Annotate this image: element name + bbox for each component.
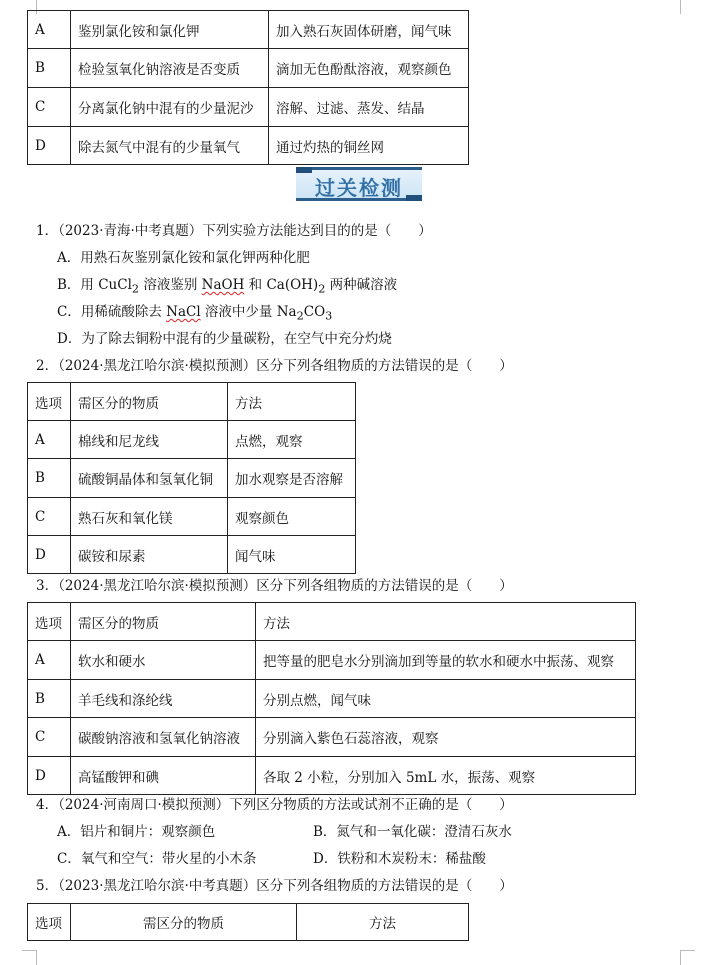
table-cell: 碳铵和尿素 — [71, 536, 228, 574]
option-text: B．用 CuCl — [57, 277, 132, 293]
section-banner — [296, 167, 422, 201]
table-cell: 检验氢氧化钠溶液是否变质 — [71, 49, 269, 88]
table-cell: 分离氯化钠中混有的少量泥沙 — [71, 88, 269, 127]
question-5-table — [27, 903, 469, 941]
question-4-option-b: B．氮气和一氧化碳：澄清石灰水 — [313, 824, 512, 840]
table-cell: 点燃，观察 — [228, 421, 356, 459]
subscript: 2 — [296, 309, 304, 323]
table-header-cell: 方法 — [256, 603, 636, 641]
page-corner-mark — [680, 0, 695, 14]
table-cell: 碳酸钠溶液和氢氧化钠溶液 — [71, 718, 256, 757]
table-cell: C — [28, 718, 71, 757]
table-header-cell: 选项 — [28, 904, 71, 941]
question-1-stem: 1．（2023·青海·中考真题）下列实验方法能达到目的的是（ ） — [36, 223, 432, 239]
table-cell: 软水和硬水 — [71, 641, 256, 680]
table-header-row — [28, 904, 469, 941]
option-text: 溶液鉴别 — [139, 277, 202, 293]
table-header-cell: 选项 — [28, 603, 71, 641]
table-cell: 观察颜色 — [228, 498, 356, 536]
subscript: 2 — [318, 282, 326, 296]
table-cell: B — [28, 680, 71, 718]
table-header-cell: 选项 — [28, 383, 71, 421]
question-2-table — [27, 382, 356, 574]
table-cell: A — [28, 11, 71, 49]
table-row — [28, 127, 469, 165]
question-4-option-a: A．铝片和铜片：观察颜色 — [57, 824, 216, 840]
spellcheck-underlined-word: NaCl — [166, 304, 201, 320]
table-row — [28, 421, 356, 459]
table-header-cell: 方法 — [297, 904, 469, 941]
option-text: 两种碱溶液 — [325, 277, 398, 293]
option-text: C．用稀硫酸除去 — [57, 304, 167, 320]
question-1-option-a: A．用熟石灰鉴别氯化铵和氯化钾两种化肥 — [57, 250, 310, 266]
table-cell: 闻气味 — [228, 536, 356, 574]
table-cell: 棉线和尼龙线 — [71, 421, 228, 459]
table-cell: A — [28, 641, 71, 680]
table-cell: 鉴别氯化铵和氯化钾 — [71, 11, 269, 49]
table-top — [27, 10, 469, 165]
table-row — [28, 641, 636, 680]
table-cell: B — [28, 49, 71, 88]
page-corner-mark — [22, 950, 37, 965]
table-header-cell: 需区分的物质 — [71, 904, 297, 941]
table-cell: 羊毛线和涤纶线 — [71, 680, 256, 718]
table-cell: 加入熟石灰固体研磨，闻气味 — [269, 11, 469, 49]
table-cell: 溶解、过滤、蒸发、结晶 — [269, 88, 469, 127]
question-3-stem: 3．（2024·黑龙江哈尔滨·模拟预测）区分下列各组物质的方法错误的是（ ） — [36, 578, 513, 594]
spellcheck-underlined-word: NaOH — [201, 277, 245, 293]
table-cell: 加水观察是否溶解 — [228, 459, 356, 498]
question-4-stem: 4．（2024·河南周口·模拟预测）下列区分物质的方法或试剂不正确的是（ ） — [36, 797, 513, 813]
question-1-option-b — [57, 273, 397, 296]
table-cell: D — [28, 757, 71, 795]
table-row — [28, 459, 356, 498]
table-row — [28, 757, 636, 795]
table-cell: 把等量的肥皂水分别滴加到等量的软水和硬水中振荡、观察 — [256, 641, 636, 680]
table-cell: D — [28, 536, 71, 574]
table-cell: A — [28, 421, 71, 459]
table-cell: 通过灼热的铜丝网 — [269, 127, 469, 165]
table-header-row — [28, 603, 636, 641]
section-title: 过关检测 — [315, 176, 403, 200]
question-1-option-d: D．为了除去铜粉中混有的少量碳粉，在空气中充分灼烧 — [57, 331, 392, 347]
table-header-cell: 需区分的物质 — [71, 603, 256, 641]
table-cell: 熟石灰和氧化镁 — [71, 498, 228, 536]
option-text: 溶液中少量 Na — [200, 304, 297, 320]
question-5-stem: 5．（2023·黑龙江哈尔滨·中考真题）区分下列各组物质的方法错误的是（ ） — [36, 878, 513, 894]
table-row — [28, 88, 469, 127]
subscript: 3 — [325, 309, 333, 323]
table-cell: 各取 2 小粒，分别加入 5mL 水，振荡、观察 — [256, 757, 636, 795]
option-text: 和 Ca(OH) — [244, 277, 319, 293]
table-row — [28, 718, 636, 757]
table-row — [28, 536, 356, 574]
table-cell: 分别点燃，闻气味 — [256, 680, 636, 718]
table-row — [28, 49, 469, 88]
table-cell: C — [28, 88, 71, 127]
table-row — [28, 498, 356, 536]
table-header-cell: 需区分的物质 — [71, 383, 228, 421]
question-2-stem: 2．（2024·黑龙江哈尔滨·模拟预测）区分下列各组物质的方法错误的是（ ） — [36, 358, 513, 374]
table-cell: D — [28, 127, 71, 165]
table-cell: 高锰酸钾和碘 — [71, 757, 256, 795]
table-header-cell: 方法 — [228, 383, 356, 421]
table-header-row — [28, 383, 356, 421]
option-text: CO — [303, 304, 326, 320]
table-cell: 除去氮气中混有的少量氧气 — [71, 127, 269, 165]
table-cell: B — [28, 459, 71, 498]
table-cell: 分别滴入紫色石蕊溶液，观察 — [256, 718, 636, 757]
question-4-option-d: D．铁粉和木炭粉末：稀盐酸 — [313, 851, 486, 867]
question-4-option-c: C．氧气和空气：带火星的小木条 — [57, 851, 257, 867]
page-corner-mark — [680, 950, 695, 965]
table-cell: C — [28, 498, 71, 536]
table-row — [28, 11, 469, 49]
subscript: 2 — [131, 282, 140, 296]
table-cell: 滴加无色酚酞溶液，观察颜色 — [269, 49, 469, 88]
table-cell: 硫酸铜晶体和氢氧化铜 — [71, 459, 228, 498]
table-row — [28, 680, 636, 718]
question-1-option-c — [57, 300, 332, 323]
question-3-table — [27, 602, 636, 795]
